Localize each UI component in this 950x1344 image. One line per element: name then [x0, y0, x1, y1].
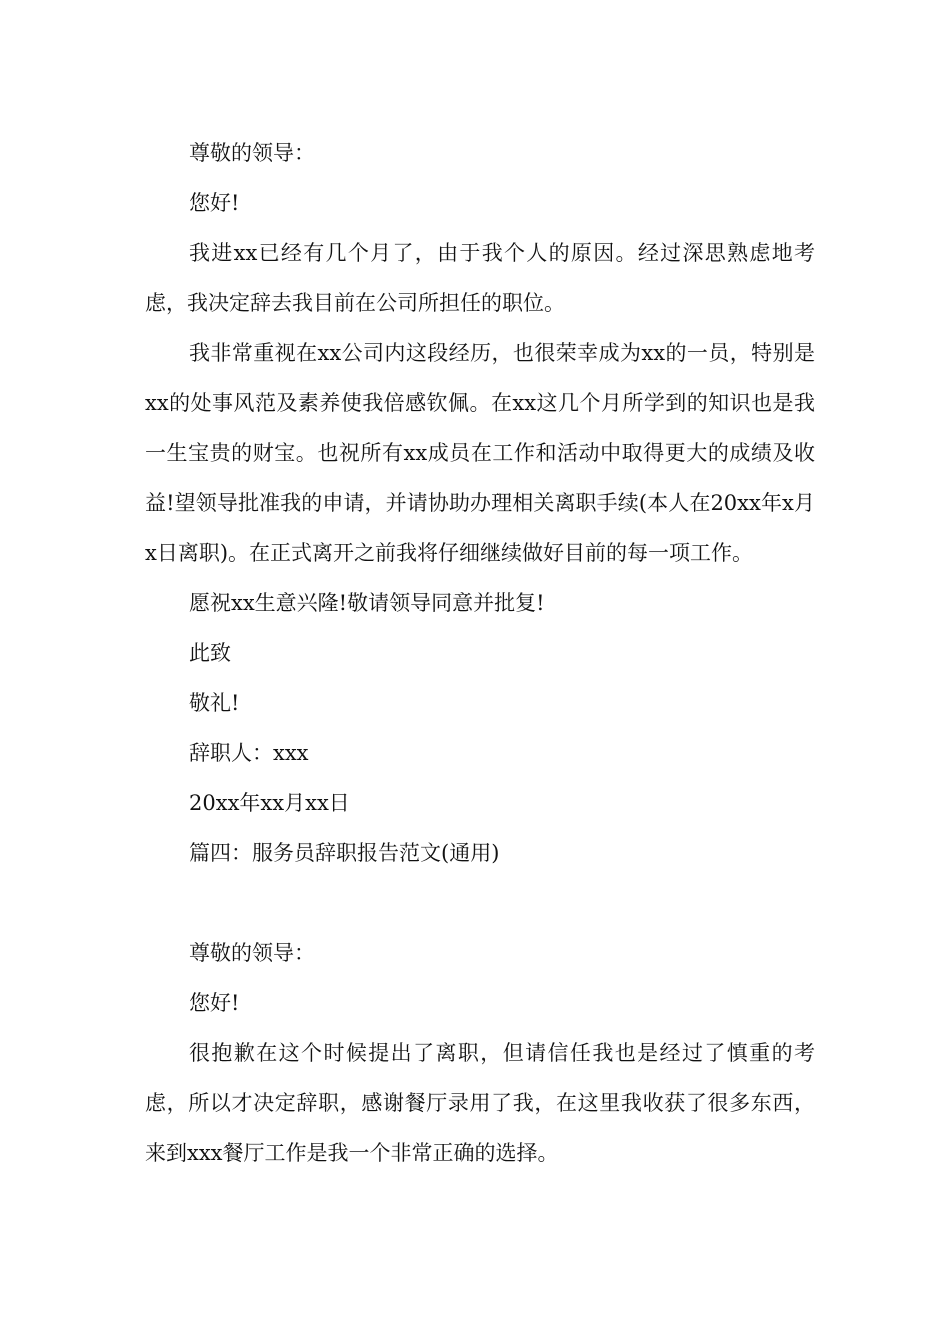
date-line: 20xx年xx月xx日 [189, 791, 350, 815]
section-title: 篇四：服务员辞职报告范文(通用) [189, 841, 500, 865]
body-paragraph-1: 我进xx已经有几个月了，由于我个人的原因。经过深思熟虑地考虑，我决定辞去我目前在公司所担任的职位。 [145, 241, 815, 315]
greeting: 您好! [189, 191, 240, 215]
signer-line: 辞职人：xxx [189, 741, 309, 765]
salutation-2: 尊敬的领导： [189, 941, 315, 965]
closing-line-2: 敬礼! [189, 691, 240, 715]
document-page [145, 128, 815, 1178]
salutation: 尊敬的领导： [189, 141, 315, 165]
wish-line: 愿祝xx生意兴隆!敬请领导同意并批复! [189, 591, 545, 615]
closing-line-1: 此致 [189, 641, 231, 665]
section-spacer [145, 878, 815, 928]
body-paragraph-3: 很抱歉在这个时候提出了离职，但请信任我也是经过了慎重的考虑，所以才决定辞职，感谢餐厅录用了我，在这里我收获了很多东西，来到xxx餐厅工作是我一个非常正确的选择。 [145, 1041, 815, 1165]
greeting-2: 您好! [189, 991, 240, 1015]
body-paragraph-2: 我非常重视在xx公司内这段经历，也很荣幸成为xx的一员，特别是xx的处事风范及素养使我倍感钦佩。在xx这几个月所学到的知识也是我一生宝贵的财宝。也祝所有xx成员在工作和活动中取得更大的成绩及收益!望领导批准我的申请，并请协助办理相关离职手续(本人在20xx年x月x日离职)。在正式离开之前我将仔细继续做好目前的每一项工作。 [145, 341, 815, 565]
